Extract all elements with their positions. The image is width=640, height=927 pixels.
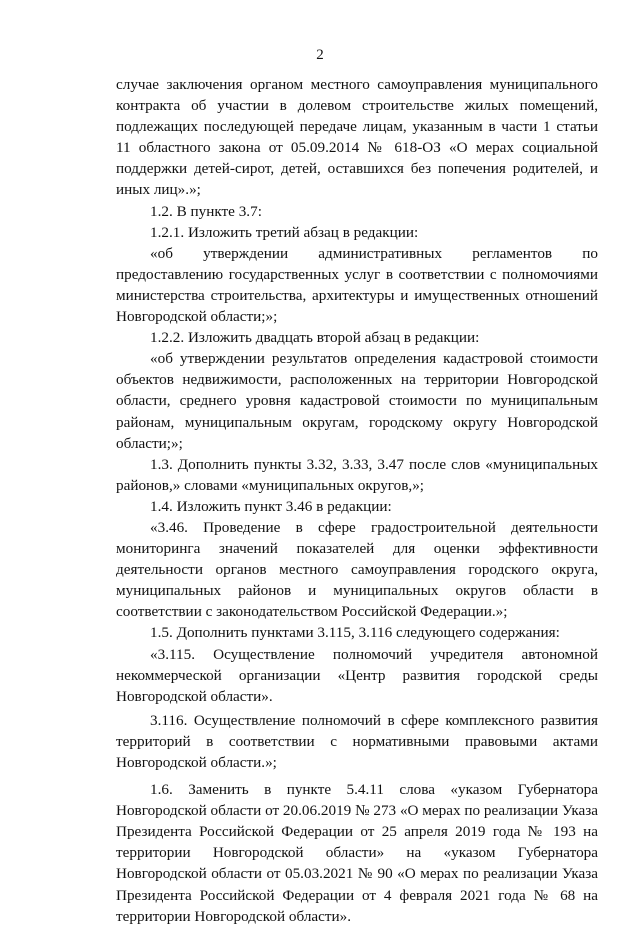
paragraph-quote-1-2-2: «об утверждении результатов определения кадастровой стоимости объектов недвижимости, расположенных на территории Новгородской области, среднего уровня кадастровой стоимости по муниципальным районам, муниципальным округам, городскому округу Новгородской области;»;	[116, 350, 598, 452]
paragraph-quote-3-115: «3.115. Осуществление полномочий учредителя автономной некоммерческой организации «Центр развития городской среды Новгородской области».	[116, 645, 598, 705]
paragraph-continuation: случае заключения органом местного самоуправления муниципального контракта об участии в долевом строительстве жилых помещений, подлежащих последующей передаче лицам, указанным в части 1 статьи 11 областного закона от 05.09.2014 № 618-ОЗ «О мерах социальной поддержки детей-сирот, детей, оставшихся без попечения родителей, и иных лиц».»;	[116, 76, 598, 199]
paragraph-1-3: 1.3. Дополнить пункты 3.32, 3.33, 3.47 после слов «муниципальных районов,» словами «муниципальных округов,»;	[116, 455, 598, 494]
paragraph-1-6: 1.6. Заменить в пункте 5.4.11 слова «указом Губернатора Новгородской области от 20.06.2019 № 273 «О мерах по реализации Указа Президента Российской Федерации от 25 апреля 2019 года № 193 на территории Новгородской области» на «указом Губернатора Новгородской области от 05.03.2021 № 90 «О мерах по реализации Указа Президента Российской Федерации от 4 февраля 2021 года № 68 на территории Новгородской области».	[116, 781, 598, 925]
paragraph-1-2-1: 1.2.1. Изложить третий абзац в редакции:	[150, 223, 419, 241]
paragraph-quote-3-46: «3.46. Проведение в сфере градостроительной деятельности мониторинга значений показателей для оценки эффективности деятельности органов местного самоуправления городского округа, муниципальных районов и муниципальных округов области в соответствии с законодательством Российской Федерации.»;	[116, 518, 598, 621]
document-body	[116, 74, 598, 927]
paragraph-1-2-2: 1.2.2. Изложить двадцать второй абзац в редакции:	[150, 329, 480, 347]
paragraph-1-2: 1.2. В пункте 3.7:	[150, 202, 262, 220]
page-number: 2	[316, 47, 324, 63]
paragraph-quote-1-2-1: «об утверждении административных регламентов по предоставлению государственных услуг в соответствии с полномочиями министерства строительства, архитектуры и имущественных отношений Новгородской области;»;	[116, 244, 598, 326]
paragraph-1-5: 1.5. Дополнить пунктами 3.115, 3.116 следующего содержания:	[150, 624, 560, 642]
paragraph-1-4: 1.4. Изложить пункт 3.46 в редакции:	[150, 497, 392, 515]
paragraph-3-116: 3.116. Осуществление полномочий в сфере комплексного развития территорий в соответствии с нормативными правовыми актами Новгородской области.»;	[116, 711, 598, 771]
